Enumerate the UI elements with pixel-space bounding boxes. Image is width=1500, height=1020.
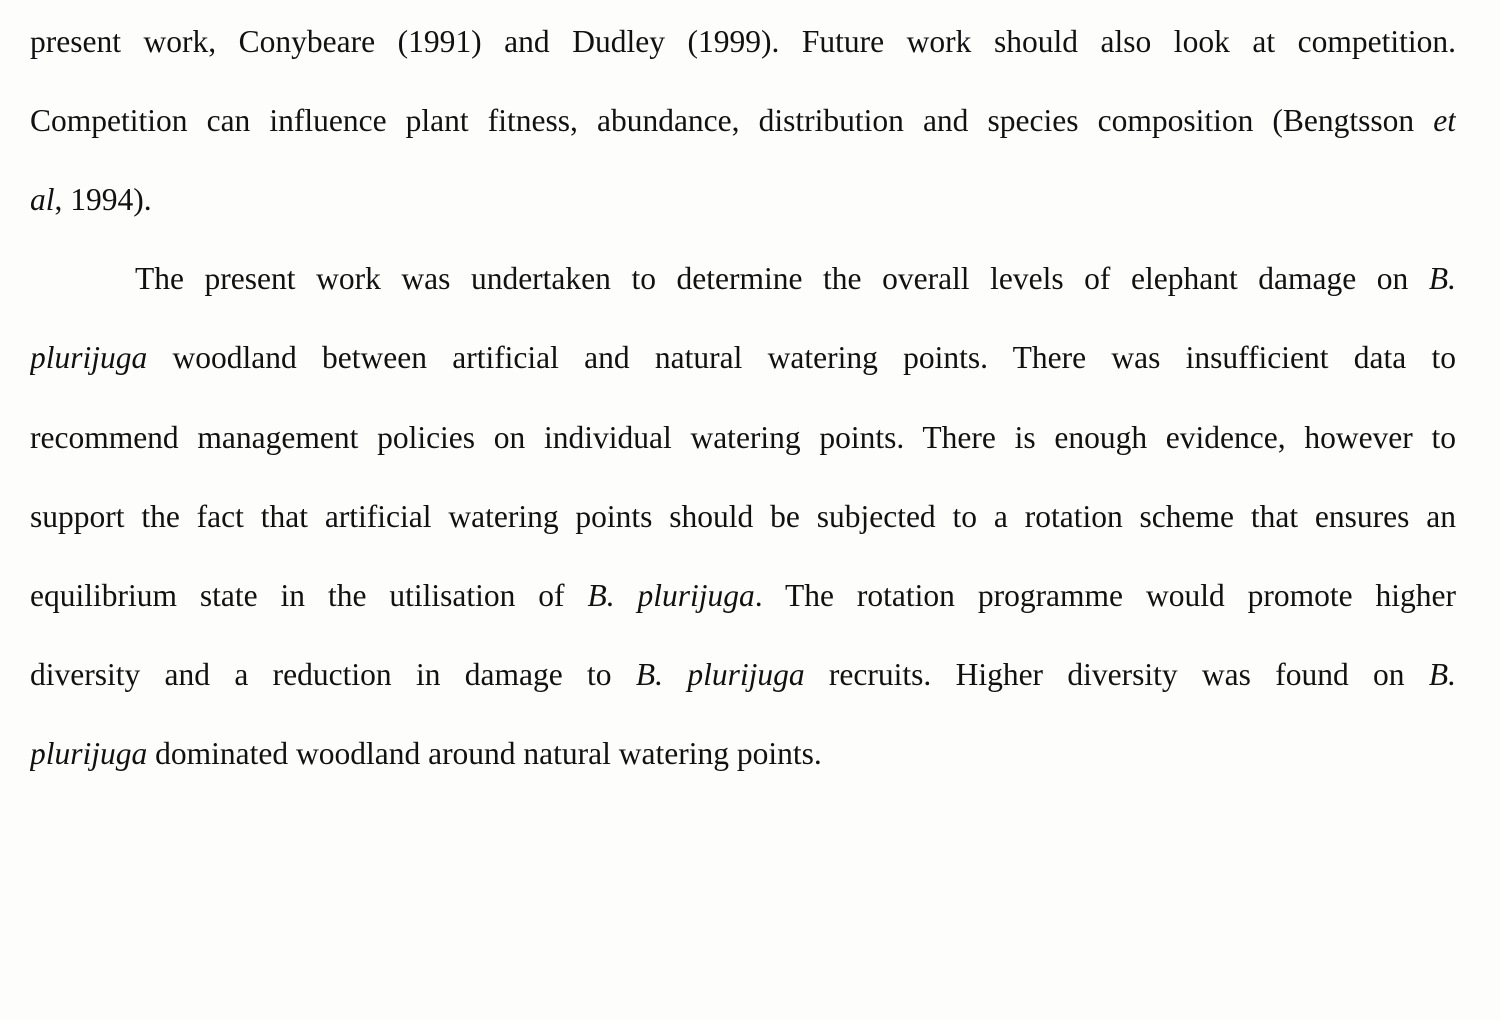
paragraph-2-line-3 — [30, 416, 1456, 460]
text-run: . The rotation programme would promote higher — [754, 578, 1456, 613]
text-run: The present work was undertaken to determine the overall levels of elephant damage on — [135, 261, 1429, 296]
italic-text-run: B. plurijuga — [635, 657, 805, 692]
text-run: recruits. Higher diversity was found on — [804, 657, 1429, 692]
text-run: recommend management policies on individual watering points. There is enough evidence, however to — [30, 420, 1456, 455]
text-run: dominated woodland around natural watering points. — [147, 736, 822, 771]
paragraph-2-line-5 — [30, 574, 1456, 618]
text-run: , 1994). — [54, 182, 152, 217]
paragraph-1-line-2 — [30, 99, 1456, 143]
text-run: Competition can influence plant fitness, abundance, distribution and species composition (Bengtsson — [30, 103, 1434, 138]
italic-text-run: plurijuga — [30, 340, 148, 375]
italic-text-run: et — [1433, 103, 1456, 138]
italic-text-run: B. plurijuga — [587, 578, 755, 613]
text-run: diversity and a reduction in damage to — [30, 657, 636, 692]
paragraph-2-line-7 — [30, 732, 1456, 776]
paragraph-2-line-6 — [30, 653, 1456, 697]
italic-text-run: B. — [1428, 657, 1456, 692]
text-run: equilibrium state in the utilisation of — [30, 578, 588, 613]
italic-text-run: plurijuga — [30, 736, 148, 771]
paragraph-2-line-2 — [30, 336, 1456, 380]
text-run: present work, Conybeare (1991) and Dudley (1999). Future work should also look at competition. — [30, 24, 1456, 59]
italic-text-run: al — [30, 182, 55, 217]
paragraph-1-line-3 — [30, 178, 1456, 222]
paragraph-1-line-1 — [30, 20, 1456, 64]
paragraph-2-line-4 — [30, 495, 1456, 539]
text-run: woodland between artificial and natural watering points. There was insufficient data to — [147, 340, 1456, 375]
paragraph-2-line-1 — [30, 257, 1456, 301]
text-run: support the fact that artificial watering points should be subjected to a rotation scheme that ensures an — [30, 499, 1456, 534]
italic-text-run: B. — [1428, 261, 1456, 296]
